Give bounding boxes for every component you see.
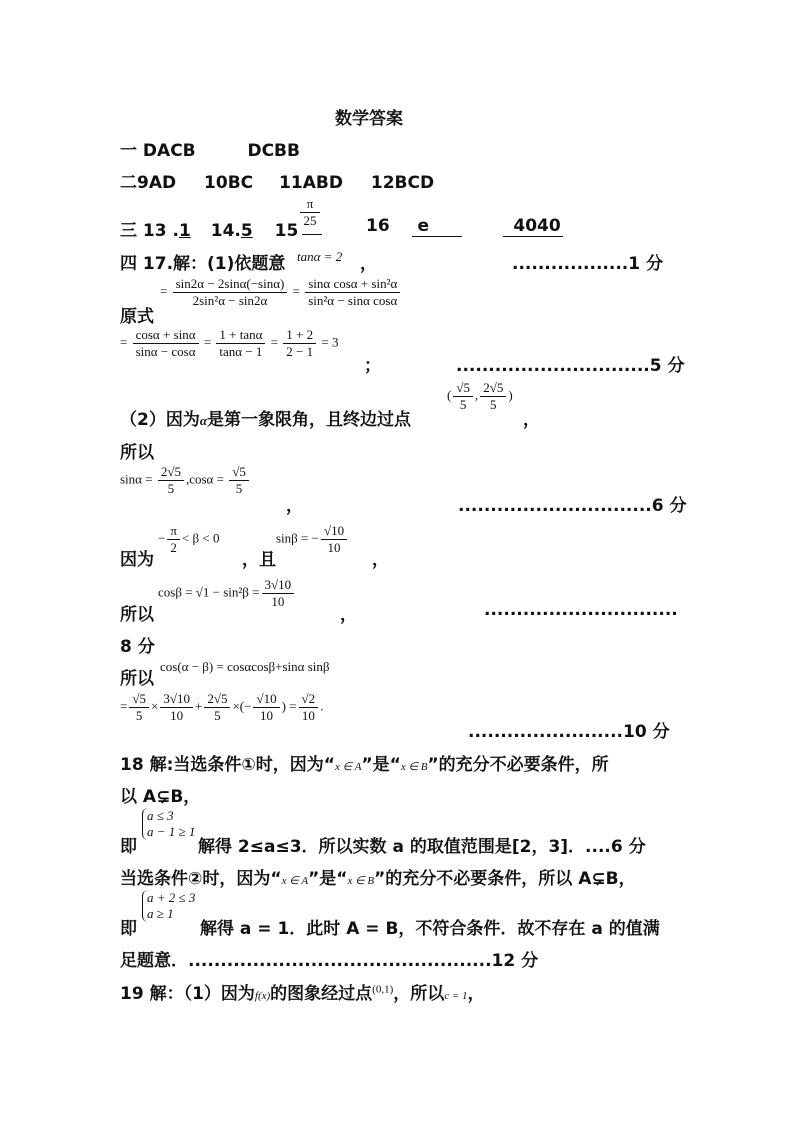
fraction-2-den: sin²α − sinα cosα bbox=[308, 293, 398, 308]
system-2 bbox=[142, 890, 195, 922]
expression-line-1: = $\frac{\sin 2\alpha - 2\sin\alpha(-\sin\alpha)}{\text{2sin²α − sin2α}}$ = $\frac{\text{sinα cosα + sin²α}}{\text{sin²α − sinα cosα}}$ bbox=[160, 277, 402, 308]
fraction-4-den: tanα − 1 bbox=[219, 344, 263, 359]
term-1-num: √5 bbox=[129, 692, 149, 708]
final-expression: = $\frac{√5}{5}$ × $\frac{3√10}{10}$ + $\frac{2√5}{5}$ ×(− $\frac{√10}{10}$ ) = $\frac{√2}{10}$ . bbox=[120, 691, 324, 723]
sin-alpha-label: sinα = bbox=[120, 471, 153, 487]
fraction-1 bbox=[173, 277, 288, 308]
fraction-3-den: sinα − cosα bbox=[135, 344, 196, 359]
sin-beta-den: 10 bbox=[327, 540, 341, 555]
q18-line4b: ”是“ bbox=[308, 869, 348, 889]
alpha: α bbox=[199, 413, 208, 428]
ji-label-2: 即 bbox=[120, 919, 137, 939]
system-1-eq2: a − 1 ≥ 1 bbox=[147, 824, 196, 839]
suoyi-2: 所以 bbox=[120, 605, 154, 625]
q19-b: 的图象经过点 bbox=[270, 984, 373, 1004]
q18-line1a: 18 解:当选条件①时，因为“ bbox=[120, 755, 335, 775]
q14-answer: 5 bbox=[240, 221, 253, 241]
yinwei-label: 因为 bbox=[120, 550, 154, 570]
result-final-num: √2 bbox=[299, 692, 319, 708]
q13-label: 13 . bbox=[142, 221, 179, 241]
fraction-1-num: sin2α − 2sinα(−sinα) bbox=[173, 277, 288, 293]
score-1: ..................1 分 bbox=[512, 254, 663, 274]
beta-range-text: < β < 0 bbox=[181, 530, 220, 546]
point-x bbox=[453, 381, 473, 412]
q18-line-6: 足题意．...............................................12 分 bbox=[120, 951, 539, 971]
term-1 bbox=[129, 692, 149, 723]
q19-point: (0,1) bbox=[372, 983, 394, 996]
result-1: = 3 bbox=[321, 334, 339, 350]
cos-beta bbox=[158, 578, 296, 609]
q17-condition: tanα = 2 bbox=[297, 249, 343, 264]
q18-line-5: 解得 a = 1．此时 A = B，不符合条件．故不存在 a 的值满 bbox=[200, 919, 660, 939]
x-in-b-2: x ∈ B bbox=[347, 875, 375, 887]
answer-9: 9AD bbox=[137, 173, 177, 193]
part1-answers2: DCBB bbox=[247, 141, 300, 161]
system-2-eq1: a + 2 ≤ 3 bbox=[147, 890, 196, 905]
term-1-den: 5 bbox=[135, 708, 143, 723]
comma: ， bbox=[360, 254, 377, 274]
fraction-3-num: cosα + sinα bbox=[133, 328, 199, 344]
q15-underline bbox=[302, 234, 322, 235]
cos-difference-formula: cos(α − β) = cosαcosβ+sinα sinβ bbox=[160, 659, 330, 674]
sin-beta bbox=[276, 524, 349, 555]
yuanshi-label: 原式 bbox=[120, 307, 154, 327]
q19-a: 19 解：（1）因为 bbox=[120, 984, 255, 1004]
cos-beta-num: 3√10 bbox=[262, 578, 295, 594]
q18-line-1 bbox=[120, 750, 609, 775]
sin-alpha-num: 2√5 bbox=[158, 465, 184, 481]
fraction-2 bbox=[305, 277, 400, 308]
q19-fx: f(x) bbox=[254, 990, 271, 1002]
cos-beta-den: 10 bbox=[271, 594, 285, 609]
term-2-den: 10 bbox=[170, 708, 184, 723]
q18-line1b: ”是“ bbox=[361, 755, 401, 775]
beta-range: − $\frac{\pi}{2}$ < β < 0 bbox=[158, 523, 220, 555]
term-3 bbox=[204, 692, 230, 723]
sin-alpha-den: 5 bbox=[167, 481, 175, 496]
q16-answer-b: 4040 bbox=[503, 216, 562, 237]
part2-head bbox=[120, 405, 411, 430]
fraction-5-den: 2 − 1 bbox=[286, 344, 314, 359]
point-y bbox=[480, 381, 506, 412]
score-5: ..............................5 分 bbox=[456, 356, 685, 376]
part1-answers: DACB bbox=[142, 141, 196, 161]
term-4 bbox=[253, 692, 279, 723]
term-2 bbox=[160, 692, 193, 723]
part3-label: 三 bbox=[120, 221, 137, 241]
q16-line bbox=[366, 216, 563, 237]
fraction-2-num: sinα cosα + sin²α bbox=[305, 277, 400, 293]
sin-beta-label: sinβ = − bbox=[276, 530, 319, 546]
ji-label-1: 即 bbox=[120, 837, 137, 857]
q15-answer bbox=[300, 196, 320, 228]
q15-den: 25 bbox=[300, 212, 320, 228]
q18-line4c: ”的充分不必要条件，所以 A⊊B， bbox=[374, 869, 636, 889]
fraction-5 bbox=[283, 328, 316, 359]
comma-2: ， bbox=[523, 410, 540, 430]
part2-text: 是第一象限角，且终边过点 bbox=[207, 410, 412, 430]
cos-beta-value bbox=[262, 578, 295, 609]
term-3-num: 2√5 bbox=[204, 692, 230, 708]
point-x-num: √5 bbox=[453, 381, 473, 397]
q17-head bbox=[120, 249, 285, 274]
part2-line bbox=[120, 168, 434, 193]
suoyi-3: 所以 bbox=[120, 669, 154, 689]
semicolon: ； bbox=[364, 356, 381, 376]
point-coordinates: ( $\frac{√5}{5}$ , $\frac{2√5}{5}$ ) bbox=[447, 380, 513, 412]
system-1-eq1: a ≤ 3 bbox=[147, 808, 174, 823]
sin-alpha-value bbox=[158, 465, 184, 496]
term-2-num: 3√10 bbox=[160, 692, 193, 708]
score-8: 8 分 bbox=[120, 637, 155, 657]
pi-over-2 bbox=[167, 524, 180, 555]
term-4-num: √10 bbox=[253, 692, 279, 708]
fraction-4-num: 1 + tanα bbox=[216, 328, 265, 344]
cos-alpha-den: 5 bbox=[235, 481, 243, 496]
sin-beta-num: √10 bbox=[321, 524, 347, 540]
sin-cos-alpha bbox=[120, 465, 251, 496]
part3-line bbox=[120, 216, 298, 241]
fraction-5-num: 1 + 2 bbox=[283, 328, 316, 344]
x-in-a-2: x ∈ A bbox=[281, 875, 309, 887]
q15-label: 15 bbox=[274, 221, 299, 241]
q18-line4a: 当选条件②时，因为“ bbox=[120, 869, 282, 889]
sin-beta-value bbox=[321, 524, 347, 555]
pi-over-2-num: π bbox=[167, 524, 180, 540]
suoyi-1: 所以 bbox=[120, 443, 154, 463]
comma-5: ， bbox=[340, 605, 357, 625]
q19-c: ，所以 bbox=[393, 984, 445, 1004]
comma-3: ， bbox=[286, 496, 303, 516]
cos-beta-label: cosβ = √1 − sin²β = bbox=[158, 584, 260, 600]
x-in-a: x ∈ A bbox=[334, 761, 362, 773]
q18-line-4 bbox=[120, 864, 636, 889]
q19-line-1 bbox=[120, 979, 485, 1004]
q19-d: ， bbox=[467, 984, 485, 1004]
expression-line-2: = $\frac{\cos\alpha + \sin\alpha}{\sin\alpha - \cos\alpha}$ = $\frac{1 + \tan\alpha}{\tan\alpha - 1}$ = $\frac{1 + 2}{2 - 1}$ = 3 bbox=[120, 327, 339, 359]
q15-num: π bbox=[306, 196, 314, 211]
cos-alpha-label: ,cosα = bbox=[185, 471, 224, 487]
score-8-dots: .............................. bbox=[484, 600, 678, 620]
q18-line-3: 解得 2≤a≤3．所以实数 a 的取值范围是[2，3]．....6 分 bbox=[198, 837, 646, 857]
point-x-den: 5 bbox=[459, 397, 467, 412]
answer-12: 12BCD bbox=[370, 173, 435, 193]
comma-4: ， bbox=[372, 550, 389, 570]
fraction-4 bbox=[216, 328, 265, 359]
page-title: 数学答案 bbox=[335, 109, 403, 129]
q16-answer: e bbox=[412, 216, 462, 237]
point-y-den: 5 bbox=[490, 397, 497, 412]
part2-head-text: （2）因为 bbox=[120, 410, 200, 430]
result-final bbox=[299, 692, 319, 723]
answer-11: 11ABD bbox=[279, 173, 343, 193]
cos-alpha-num: √5 bbox=[229, 465, 249, 481]
term-4-den: 10 bbox=[260, 708, 274, 723]
point-y-num: 2√5 bbox=[480, 381, 506, 397]
qie-label: ，且 bbox=[242, 550, 276, 570]
cos-alpha-value bbox=[229, 465, 249, 496]
q13-answer: 1 bbox=[178, 221, 191, 241]
q14-label: 14. bbox=[210, 221, 241, 241]
term-3-den: 5 bbox=[214, 708, 221, 723]
x-in-b: x ∈ B bbox=[400, 761, 428, 773]
answer-10: 10BC bbox=[204, 173, 254, 193]
q16-label: 16 bbox=[366, 216, 390, 236]
score-10: ........................10 分 bbox=[468, 722, 670, 742]
part1-label: 一 bbox=[120, 141, 137, 161]
system-2-eq2: a ≥ 1 bbox=[147, 906, 174, 921]
pi-over-2-den: 2 bbox=[170, 540, 177, 555]
result-final-den: 10 bbox=[301, 708, 315, 723]
q19-ceq: c = 1 bbox=[444, 990, 468, 1002]
part2-label: 二 bbox=[120, 173, 137, 193]
part1-line bbox=[120, 136, 300, 161]
q17-head-text: 四 17.解：(1)依题意 bbox=[120, 254, 286, 274]
system-1 bbox=[142, 808, 195, 840]
q18-line1c: ”的充分不必要条件，所 bbox=[427, 755, 609, 775]
fraction-1-den: 2sin²α − sin2α bbox=[192, 293, 268, 308]
score-6: ..............................6 分 bbox=[458, 496, 687, 516]
q18-line-2: 以 A⊊B， bbox=[120, 787, 201, 807]
fraction-3 bbox=[133, 328, 199, 359]
